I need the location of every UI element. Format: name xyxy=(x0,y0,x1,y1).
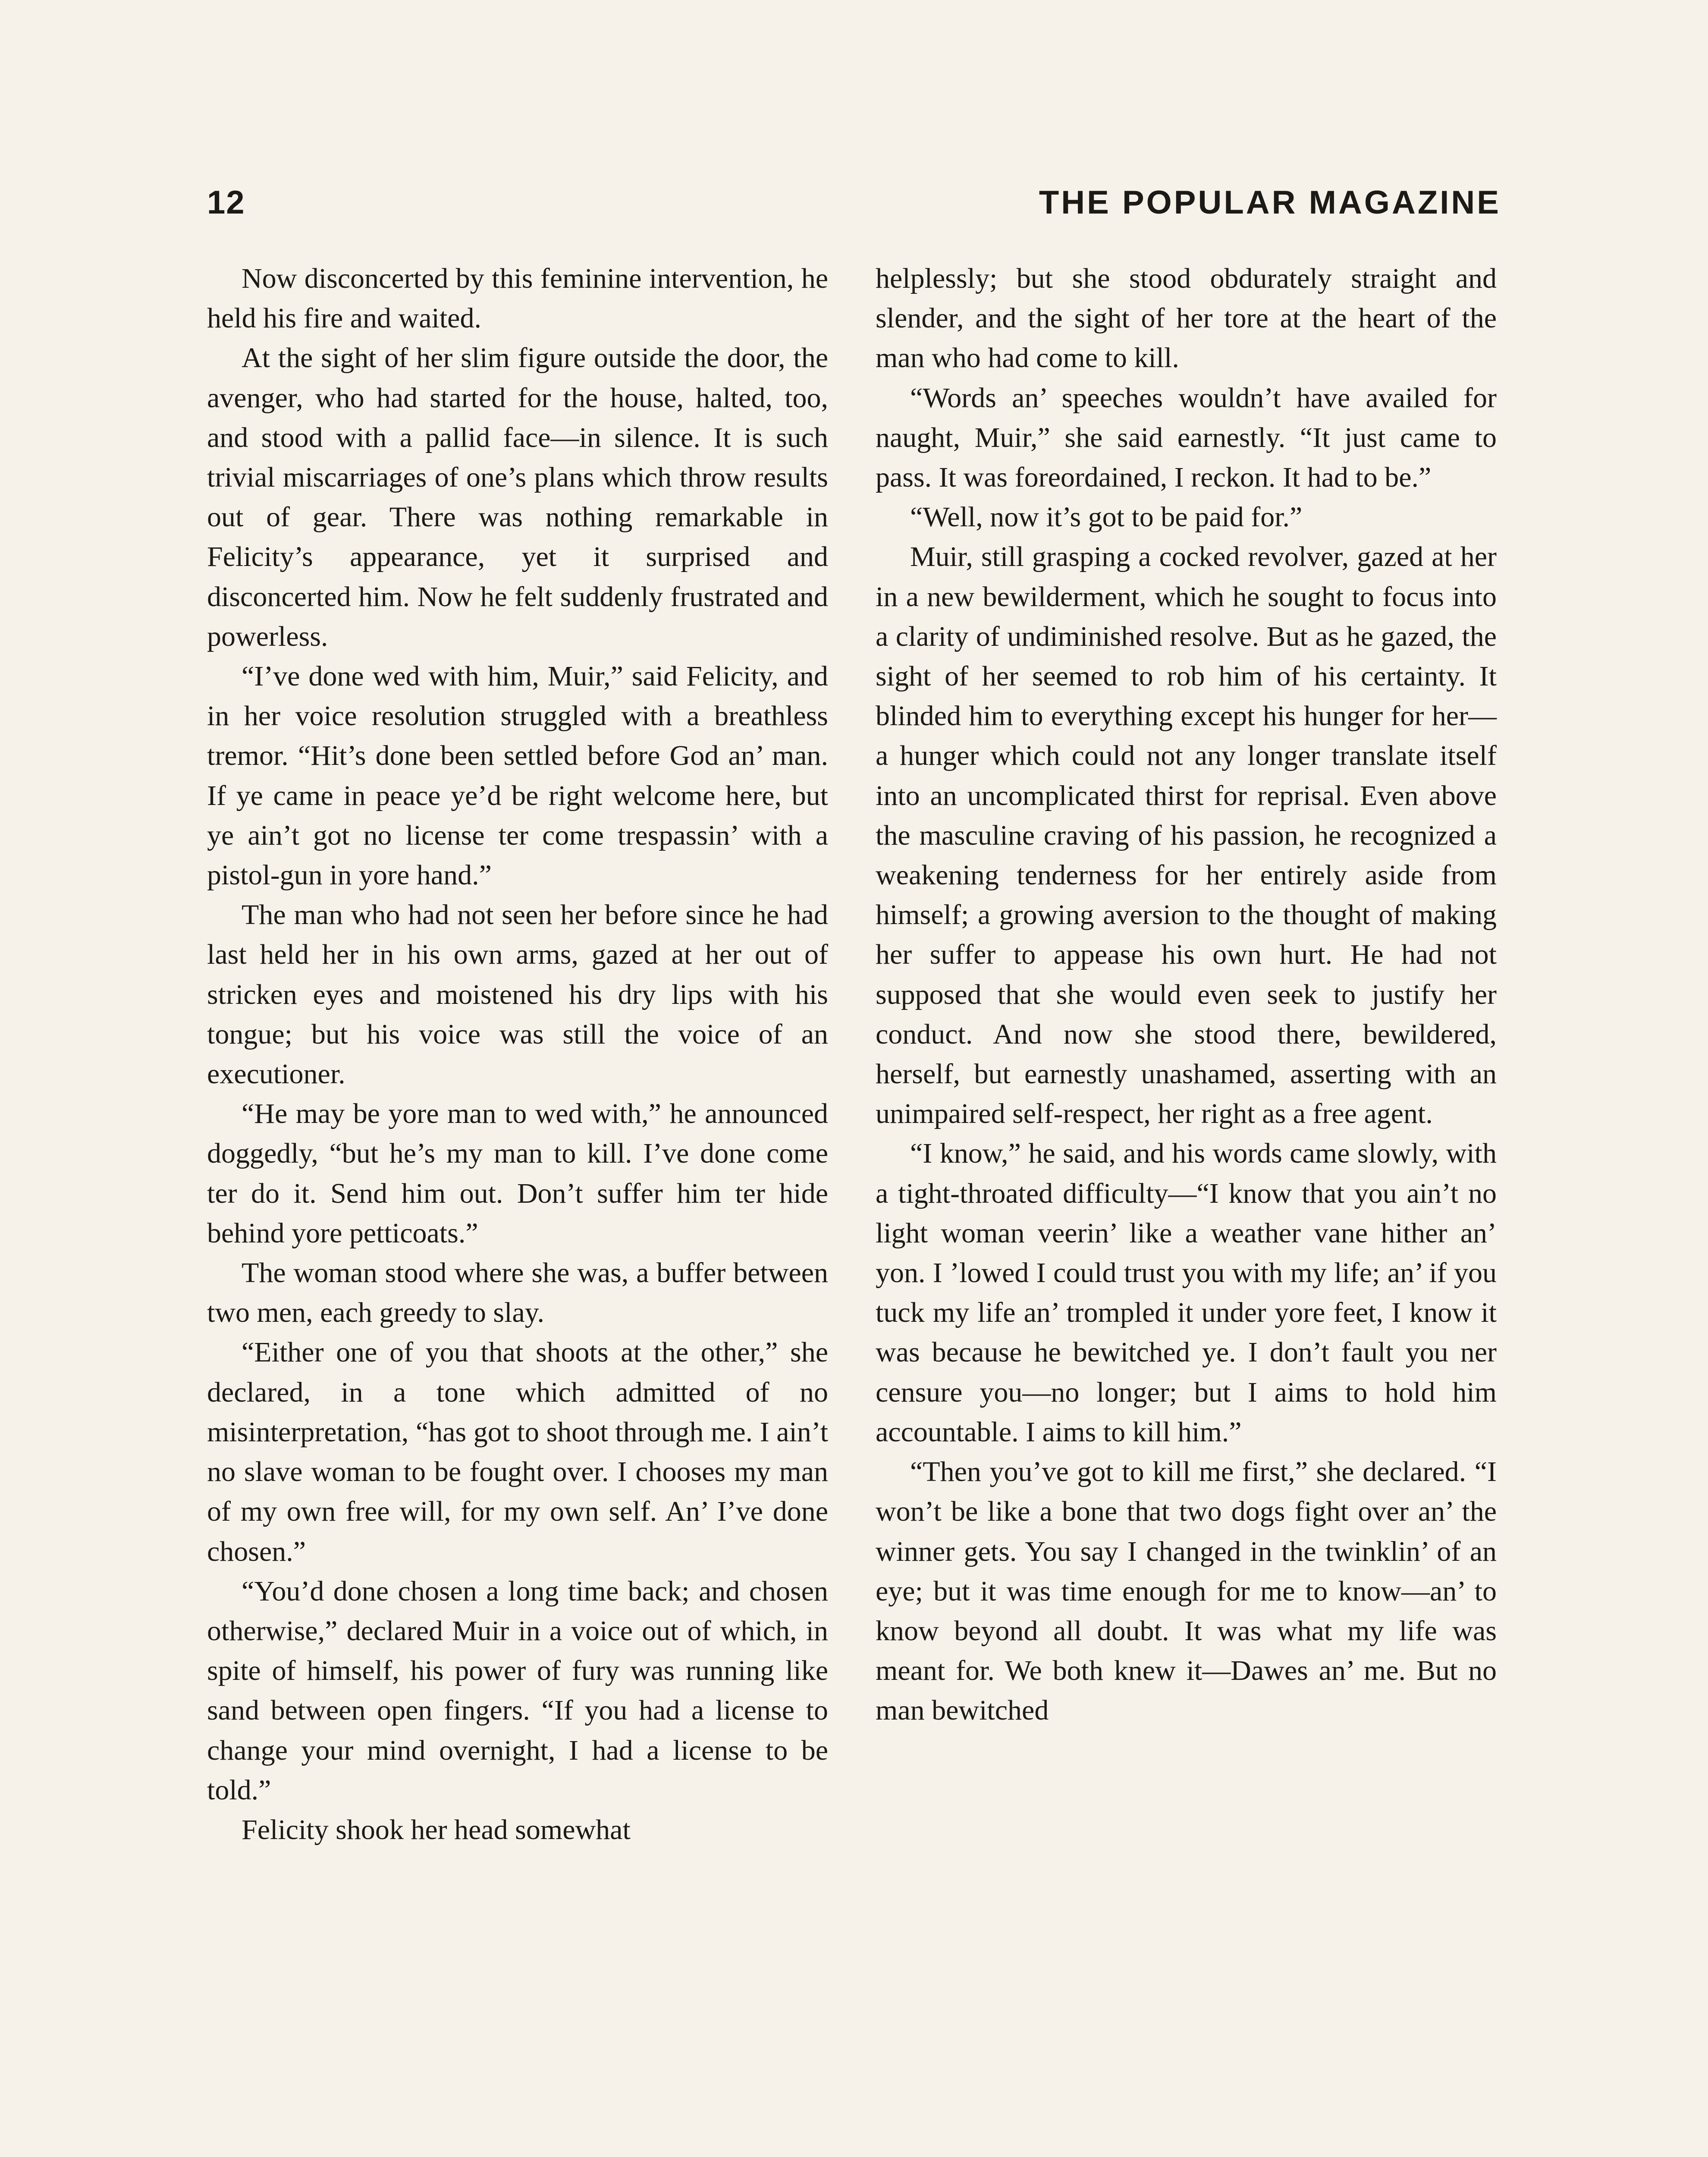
paragraph: “I’ve done wed with him, Muir,” said Felicity, and in her voice resolution struggled with a breathless tremor. “Hit’s done been settled before God an’ man. If ye came in peace ye’d be right welcome here, but ye ain’t got no license ter come trespassin’ with a pistol-gun in yore hand.” xyxy=(207,660,828,891)
page-number: 12 xyxy=(207,184,245,221)
paragraph: “Well, now it’s got to be paid for.” xyxy=(910,501,1303,533)
paragraph: “Then you’ve got to kill me first,” she declared. “I won’t be like a bone that two dogs fight over an’ the winner gets. You say I changed in the twinklin’ of an eye; but it was time enough for me to know—an’ to know beyond all doubt. It was what my life was meant for. We both knew it—Dawes an’ me. But no man bewitched xyxy=(876,1456,1497,1726)
paragraph: “You’d done chosen a long time back; and chosen otherwise,” declared Muir in a voice out of which, in spite of himself, his power of fury was running like sand between open fingers. “If you had a license to change your mind overnight, I had a license to be told.” xyxy=(207,1575,828,1806)
paragraph: The woman stood where she was, a buffer between two men, each greedy to slay. xyxy=(207,1257,828,1329)
left-text-column xyxy=(207,259,828,1850)
paragraph: “I know,” he said, and his words came slowly, with a tight-throated difficulty—“I know that you ain’t no light woman veerin’ like a weather vane hither an’ yon. I ’lowed I could trust you with my life; an’ if you tuck my life an’ trompled it under yore feet, I know it was because he bewitched ye. I don’t fault you ner censure you—no longer; but I aims to hold him accountable. I aims to kill him.” xyxy=(876,1138,1497,1448)
paragraph: “Words an’ speeches wouldn’t have availed for naught, Muir,” she said earnestly. “It just came to pass. It was foreordained, I reckon. It had to be.” xyxy=(876,382,1497,494)
paragraph: “He may be yore man to wed with,” he announced doggedly, “but he’s my man to kill. I’ve done come ter do it. Send him out. Don’t suffer him ter hide behind yore petticoats.” xyxy=(207,1098,828,1249)
paragraph: Muir, still grasping a cocked revolver, gazed at her in a new bewilderment, which he sought to focus into a clarity of undiminished resolve. But as he gazed, the sight of her seemed to rob him of his certainty. It blinded him to everything except his hunger for her—a hunger which could not any longer translate itself into an uncomplicated thirst for reprisal. Even above the masculine craving of his passion, he recognized a weakening tenderness for her entirely aside from himself; a growing aversion to the thought of making her suffer to appease his own hurt. He had not supposed that she would even seek to justify her conduct. And now she stood there, bewildered, herself, but earnestly unashamed, asserting with an unimpaired self-respect, her right as a free agent. xyxy=(876,541,1497,1130)
right-text-column xyxy=(876,259,1497,1731)
running-head: THE POPULAR MAGAZINE xyxy=(1039,184,1501,221)
page-header xyxy=(207,181,1501,229)
paragraph: helplessly; but she stood obdurately straight and slender, and the sight of her tore at the heart of the man who had come to kill. xyxy=(876,263,1497,374)
paragraph: At the sight of her slim figure outside the door, the avenger, who had started for the house, halted, too, and stood with a pallid face—in silence. It is such trivial miscarriages of one’s plans which throw results out of gear. There was nothing remarkable in Felicity’s appearance, yet it surprised and disconcerted him. Now he felt suddenly frustrated and powerless. xyxy=(207,342,828,652)
paragraph: “Either one of you that shoots at the other,” she declared, in a tone which admitted of no misinterpretation, “has got to shoot through me. I ain’t no slave woman to be fought over. I chooses my man of my own free will, for my own self. An’ I’ve done chosen.” xyxy=(207,1336,828,1567)
paragraph: Now disconcerted by this feminine intervention, he held his fire and waited. xyxy=(207,263,828,334)
paragraph: The man who had not seen her before since he had last held her in his own arms, gazed at her out of stricken eyes and moistened his dry lips with his tongue; but his voice was still the voice of an executioner. xyxy=(207,899,828,1090)
paragraph: Felicity shook her head somewhat xyxy=(242,1814,631,1846)
